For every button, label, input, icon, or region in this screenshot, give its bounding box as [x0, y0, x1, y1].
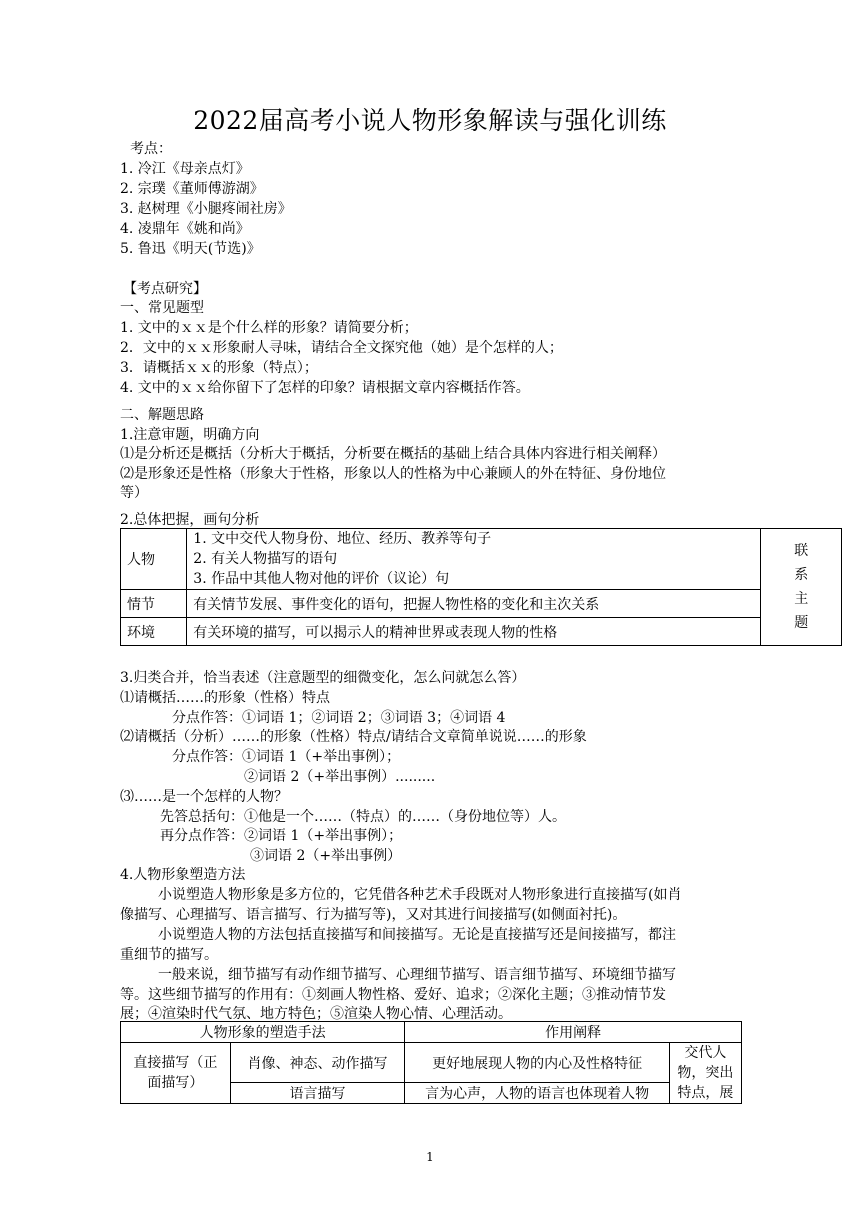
- step-1-heading: 1.注意审题，明确方向: [120, 427, 260, 443]
- list-item: 1. 文中交代人物身份、地位、经历、教养等句子: [193, 531, 492, 547]
- list-item: 2. 有关人物描写的语句: [193, 551, 338, 567]
- paragraph-3-line-3: 展；④渲染时代气氛、地方特色；⑤渲染人物心情、心理活动。: [120, 1006, 512, 1022]
- exam-point-2: 2. 宗璞《董师傅游湖》: [120, 181, 264, 197]
- analysis-table: [120, 528, 842, 646]
- step-1-item-2: ⑵是形象还是性格（形象大于性格，形象以人的性格为中心兼顾人的外在特征、身份地位: [120, 466, 666, 482]
- table-cell-link-theme: 联 系 主 题: [761, 529, 842, 646]
- table-cell-language: 语言描写: [230, 1083, 405, 1104]
- section-approach: 二、解题思路: [120, 407, 204, 423]
- table-cell-side-note: 交代人物，突出特点，展: [669, 1043, 741, 1104]
- exam-point-3: 3. 赵树理《小腿疼闹社房》: [120, 201, 292, 217]
- step-3-case-3-answer-3: ③词语 2（+举出事例）: [250, 848, 402, 864]
- table-cell-language-effect: 言为心声，人物的语言也体现着人物: [405, 1083, 670, 1104]
- step-3-case-2: ⑵请概括（分析）……的形象（性格）特点/请结合文章简单说说……的形象: [120, 729, 587, 745]
- step-3-case-1: ⑴请概括……的形象（性格）特点: [120, 690, 330, 706]
- step-3-case-3: ⑶……是一个怎样的人物？: [120, 789, 288, 805]
- exam-points-heading: 考点：: [130, 141, 172, 157]
- table-cell-character: 人物: [121, 529, 187, 590]
- table-cell-direct-description: 直接描写（正面描写）: [121, 1043, 231, 1104]
- step-3-case-2-answer-1: 分点作答：①词语 1（+举出事例）；: [172, 749, 401, 765]
- page-number: 1: [426, 1150, 434, 1164]
- table-cell-environment: 环境: [121, 618, 187, 646]
- research-heading: 【考点研究】: [123, 281, 207, 297]
- paragraph-1-line-1: 小说塑造人物形象是多方位的，它凭借各种艺术手段既对人物形象进行直接描写(如肖: [158, 887, 682, 903]
- paragraph-2-line-1: 小说塑造人物的方法包括直接描写和间接描写。无论是直接描写还是间接描写，都注: [158, 927, 676, 943]
- portrayal-methods-table: [120, 1021, 742, 1104]
- step-2-heading: 2.总体把握，画句分析: [120, 512, 260, 528]
- list-item: 3. 作品中其他人物对他的评价（议论）句: [193, 571, 450, 587]
- section-question-types: 一、常见题型: [120, 300, 204, 316]
- question-type-1: 1. 文中的ｘｘ是个什么样的形象？请简要分析；: [120, 320, 418, 336]
- table-header-methods: 人物形象的塑造手法: [121, 1022, 405, 1043]
- document-title: 2022届高考小说人物形象解读与强化训练: [193, 106, 667, 135]
- question-type-4: 4. 文中的ｘｘ给你留下了怎样的印象？请根据文章内容概括作答。: [120, 380, 530, 396]
- question-type-3: 3．请概括ｘｘ的形象（特点）；: [120, 360, 318, 376]
- paragraph-3-line-2: 等。这些细节描写的作用有：①刻画人物性格、爱好、追求；②深化主题；③推动情节发: [120, 987, 666, 1003]
- table-cell-plot: 情节: [121, 590, 187, 618]
- table-cell-portrait-effect: 更好地展现人物的内心及性格特征: [405, 1043, 670, 1083]
- step-3-case-3-answer-2: 再分点作答：②词语 1（+举出事例）；: [160, 828, 403, 844]
- paragraph-2-line-2: 重细节的描写。: [120, 947, 218, 963]
- paragraph-1-line-2: 像描写、心理描写、语言描写、行为描写等)，又对其进行间接描写(如侧面衬托)。: [120, 907, 627, 923]
- table-cell-plot-text: 有关情节发展、事件变化的语句，把握人物性格的变化和主次关系: [187, 590, 761, 618]
- table-cell-character-items: [187, 529, 761, 590]
- table-cell-environment-text: 有关环境的描写，可以揭示人的精神世界或表现人物的性格: [187, 618, 761, 646]
- question-type-2: 2．文中的ｘｘ形象耐人寻味，请结合全文探究他（她）是个怎样的人；: [120, 340, 563, 356]
- exam-point-5: 5. 鲁迅《明天(节选)》: [120, 241, 261, 257]
- step-3-case-2-answer-2: ②词语 2（+举出事例）.........: [244, 769, 436, 785]
- exam-point-4: 4. 凌鼎年《姚和尚》: [120, 221, 250, 237]
- step-3-case-1-answer: 分点作答：①词语 1；②词语 2；③词语 3；④词语 4: [172, 710, 506, 726]
- table-cell-portrait: 肖像、神态、动作描写: [230, 1043, 405, 1083]
- exam-point-1: 1. 冷江《母亲点灯》: [120, 161, 250, 177]
- step-3-case-3-answer-1: 先答总括句：①他是一个……（特点）的……（身份地位等）人。: [160, 809, 566, 825]
- step-1-item-1: ⑴是分析还是概括（分析大于概括，分析要在概括的基础上结合具体内容进行相关阐释）: [120, 446, 666, 462]
- step-1-item-2-cont: 等）: [120, 485, 148, 501]
- table-header-explanation: 作用阐释: [405, 1022, 742, 1043]
- step-4-heading: 4.人物形象塑造方法: [120, 867, 246, 883]
- step-3-heading: 3.归类合并，恰当表述（注意题型的细微变化，怎么问就怎么答）: [120, 670, 526, 686]
- paragraph-3-line-1: 一般来说，细节描写有动作细节描写、心理细节描写、语言细节描写、环境细节描写: [158, 967, 676, 983]
